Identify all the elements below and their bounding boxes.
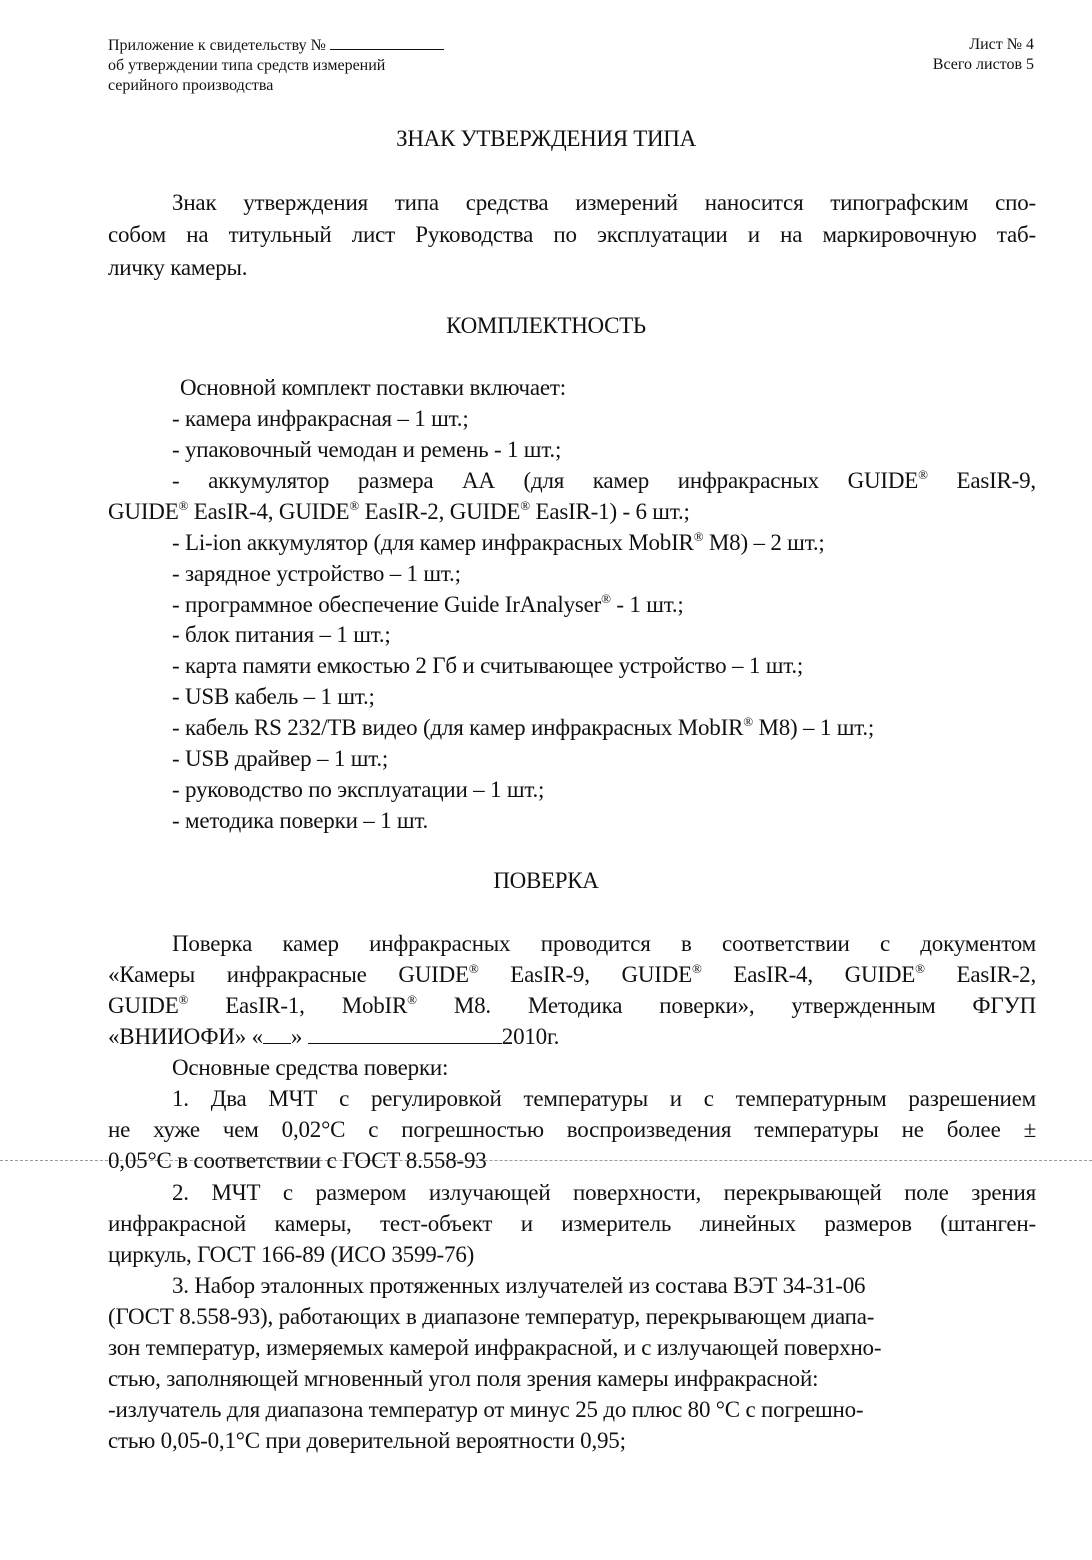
paragraph-line: собом на титульный лист Руководства по эксплуатации и на маркировочную таб-	[108, 222, 1036, 247]
header-line-2: об утверждении типа средств измерений	[108, 57, 386, 74]
list-item: - кабель RS 232/ТВ видео (для камер инфракрасных MobIR® M8) – 1 шт.;	[172, 714, 875, 740]
paragraph-line: не хуже чем 0,02°С с погрешностью воспроизведения температуры не более ±	[108, 1117, 1036, 1142]
verification-tools-intro: Основные средства поверки:	[172, 1055, 449, 1080]
list-item: - USB драйвер – 1 шт.;	[172, 746, 389, 771]
header-line-1: Приложение к свидетельству №	[108, 35, 444, 56]
paragraph-line: циркуль, ГОСТ 166-89 (ИСО 3599-76)	[108, 1242, 475, 1267]
paragraph-line: стью 0,05-0,1°С при доверительной вероятности 0,95;	[108, 1428, 626, 1453]
registered-trademark-icon: ®	[468, 961, 479, 976]
registered-trademark-icon: ®	[520, 498, 530, 513]
certificate-number-blank	[330, 35, 444, 50]
paragraph-line: Знак утверждения типа средства измерений наносится типографским спо-	[172, 190, 1036, 215]
total-sheets: Всего листов 5	[932, 56, 1034, 73]
paragraph-line: 2. МЧТ с размером излучающей поверхности, перекрывающей поле зрения	[172, 1180, 1036, 1205]
header-line-3: серийного производства	[108, 77, 274, 94]
paragraph-line: стью, заполняющей мгновенный угол поля зрения камеры инфракрасной:	[108, 1366, 819, 1391]
paragraph-line: GUIDE® EasIR-1, MobIR® M8. Методика поверки», утвержденным ФГУП	[108, 992, 1036, 1018]
section-title-type-mark: ЗНАК УТВЕРЖДЕНИЯ ТИПА	[396, 126, 696, 151]
month-blank	[308, 1029, 502, 1044]
approval-date-line: «ВНИИОФИ» « » 2010г.	[108, 1024, 560, 1049]
list-item: - упаковочный чемодан и ремень - 1 шт.;	[172, 437, 562, 462]
list-item: - зарядное устройство – 1 шт.;	[172, 561, 461, 586]
paragraph-line: личку камеры.	[108, 255, 248, 280]
registered-trademark-icon: ®	[407, 992, 417, 1007]
paragraph-line: -излучатель для диапазона температур от минус 25 до плюс 80 °С с погрешно-	[108, 1397, 864, 1422]
paragraph-line: Поверка камер инфракрасных проводится в соответствии с документом	[172, 931, 1036, 956]
registered-trademark-icon: ®	[178, 992, 189, 1007]
paragraph-line: (ГОСТ 8.558-93), работающих в диапазоне температур, перекрывающем диапа-	[108, 1304, 875, 1329]
registered-trademark-icon: ®	[918, 467, 928, 482]
list-item: - руководство по эксплуатации – 1 шт.;	[172, 777, 545, 802]
section-title-verification: ПОВЕРКА	[493, 868, 599, 893]
list-item: - камера инфракрасная – 1 шт.;	[172, 406, 469, 431]
paragraph-line: зон температур, измеряемых камерой инфракрасной, и с излучающей поверхно-	[108, 1335, 882, 1360]
paragraph-line: 3. Набор эталонных протяженных излучателей из состава ВЭТ 34-31-06	[172, 1273, 866, 1298]
registered-trademark-icon: ®	[693, 529, 704, 544]
list-item: - аккумулятор размера АА (для камер инфракрасных GUIDE® EasIR-9,	[172, 467, 1036, 493]
registered-trademark-icon: ®	[349, 498, 360, 513]
day-blank	[263, 1029, 291, 1044]
certificate-appendix-header	[108, 35, 444, 96]
registered-trademark-icon: ®	[178, 498, 189, 513]
paragraph-line: «Камеры инфракрасные GUIDE® EasIR-9, GUIDE® EasIR-4, GUIDE® EasIR-2,	[108, 961, 1037, 987]
registered-trademark-icon: ®	[743, 714, 753, 729]
paragraph-line: инфракрасной камеры, тест-объект и измеритель линейных размеров (штанген-	[108, 1211, 1036, 1236]
section-title-completeness: КОМПЛЕКТНОСТЬ	[446, 313, 646, 338]
sheet-number: Лист № 4	[969, 36, 1034, 53]
list-item: - блок питания – 1 шт.;	[172, 622, 391, 647]
completeness-intro: Основной комплект поставки включает:	[180, 375, 566, 400]
registered-trademark-icon: ®	[601, 591, 611, 606]
registered-trademark-icon: ®	[915, 961, 925, 976]
sheet-info	[933, 35, 1034, 75]
paragraph-line: 1. Два МЧТ с регулировкой температуры и с температурным разрешением	[172, 1086, 1036, 1111]
list-item: - карта памяти емкостью 2 Гб и считывающее устройство – 1 шт.;	[172, 653, 804, 678]
list-item-continuation: GUIDE® EasIR-4, GUIDE® EasIR-2, GUIDE® EasIR-1) - 6 шт.;	[108, 498, 690, 524]
list-item: - методика поверки – 1 шт.	[172, 808, 429, 833]
list-item: - программное обеспечение Guide IrAnalyser® - 1 шт.;	[172, 591, 684, 617]
paragraph-line: 0,05°С в соответствии с ГОСТ 8.558-93	[108, 1148, 487, 1173]
list-item: - USB кабель – 1 шт.;	[172, 684, 375, 709]
list-item: - Li-ion аккумулятор (для камер инфракрасных MobIR® M8) – 2 шт.;	[172, 529, 825, 555]
registered-trademark-icon: ®	[692, 961, 702, 976]
